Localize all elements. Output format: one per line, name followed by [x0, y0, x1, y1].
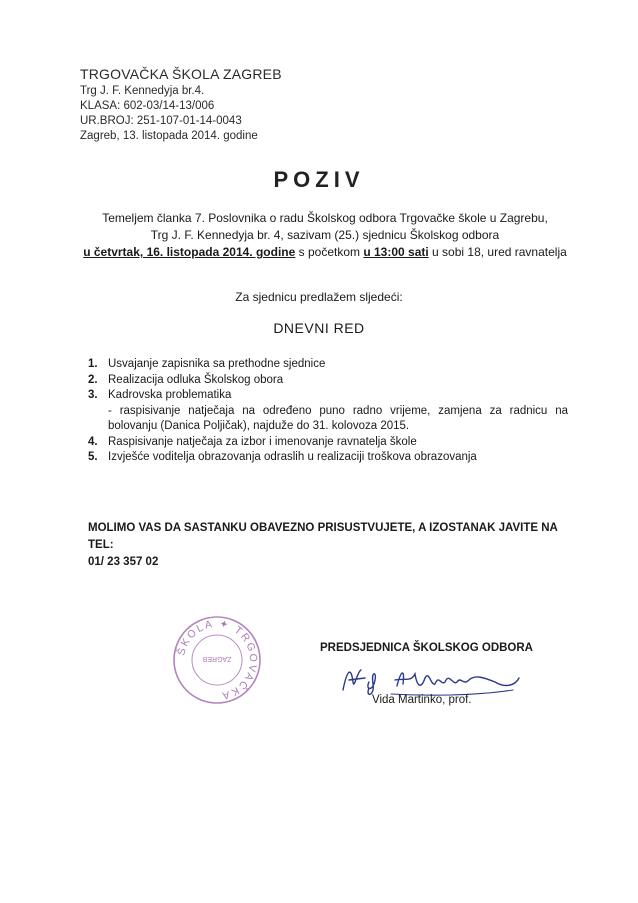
- signatory-name: Vida Martinko, prof.: [372, 694, 472, 706]
- stamp-ring-text: ŠKOLA ✦ TRGOVAČKA: [175, 617, 260, 702]
- school-address: Trg J. F. Kennedyja br.4.: [80, 85, 205, 97]
- letterhead: [80, 64, 282, 144]
- agenda-list: [88, 357, 568, 466]
- propose-text: Za sjednicu predlažem sljedeći:: [235, 290, 403, 304]
- agenda-item-text: Raspisivanje natječaja za izbor i imenovanje ravnatelja škole: [108, 435, 417, 448]
- intro-line-3: [60, 244, 590, 261]
- agenda-item: [88, 373, 568, 389]
- intro-paragraph: [60, 210, 590, 261]
- notice-phone: 01/ 23 357 02: [88, 556, 159, 568]
- meeting-place: u sobi 18, ured ravnatelja: [428, 245, 567, 259]
- agenda-item-text: Usvajanje zapisnika sa prethodne sjednice: [108, 358, 326, 370]
- agenda-item-text: Kadrovska problematika: [108, 389, 232, 401]
- intro-line-2: Trg J. F. Kennedyja br. 4, sazivam (25.) sjednicu Školskog odbora: [150, 228, 500, 242]
- agenda-item: [88, 357, 568, 373]
- agenda-title: DNEVNI RED: [273, 320, 365, 336]
- school-stamp: [172, 615, 262, 705]
- klasa-number: KLASA: 602-03/14-13/006: [80, 100, 215, 112]
- signature-block: [320, 642, 560, 706]
- intro-line-1: Temeljem članka 7. Poslovnika o radu Školskog odbora Trgovačke škole u Zagrebu,: [102, 211, 548, 225]
- signatory-title: PREDSJEDNICA ŠKOLSKOG ODBORA: [320, 642, 533, 654]
- agenda-item-text: Izvješće voditelja obrazovanja odraslih u realizaciji troškova obrazovanja: [108, 451, 477, 463]
- school-name: TRGOVAČKA ŠKOLA ZAGREB: [80, 66, 282, 82]
- attendance-notice: [88, 520, 578, 571]
- agenda-item-number: 2.: [88, 373, 98, 386]
- agenda-item: [88, 435, 568, 451]
- urbroj-number: UR.BROJ: 251-107-01-14-0043: [80, 115, 242, 127]
- agenda-item-number: 4.: [88, 435, 98, 448]
- agenda-item-text: Realizacija odluka Školskog obora: [108, 373, 284, 386]
- notice-text: MOLIMO VAS DA SASTANKU OBAVEZNO PRISUSTVUJETE, A IZOSTANAK JAVITE NA TEL:: [88, 522, 558, 551]
- document-date: Zagreb, 13. listopada 2014. godine: [80, 130, 258, 142]
- document-title: POZIV: [273, 167, 365, 192]
- start-text: s početkom: [295, 245, 364, 259]
- meeting-date: u četvrtak, 16. listopada 2014. godine: [83, 245, 296, 259]
- agenda-subitem: - raspisivanje natječaja na određeno puno radno vrijeme, zamjena za radnicu na bolovanju (Danica Poljičak), najduže do 31. kolovoza 2015.: [108, 404, 568, 432]
- agenda-item: [88, 388, 568, 404]
- agenda-item-number: 5.: [88, 451, 98, 463]
- stamp-center-text: ZAGREB: [202, 655, 232, 662]
- agenda-item-number: 1.: [88, 358, 98, 370]
- agenda-item-number: 3.: [88, 389, 98, 401]
- meeting-time: u 13:00 sati: [363, 245, 429, 259]
- agenda-item: [88, 450, 568, 466]
